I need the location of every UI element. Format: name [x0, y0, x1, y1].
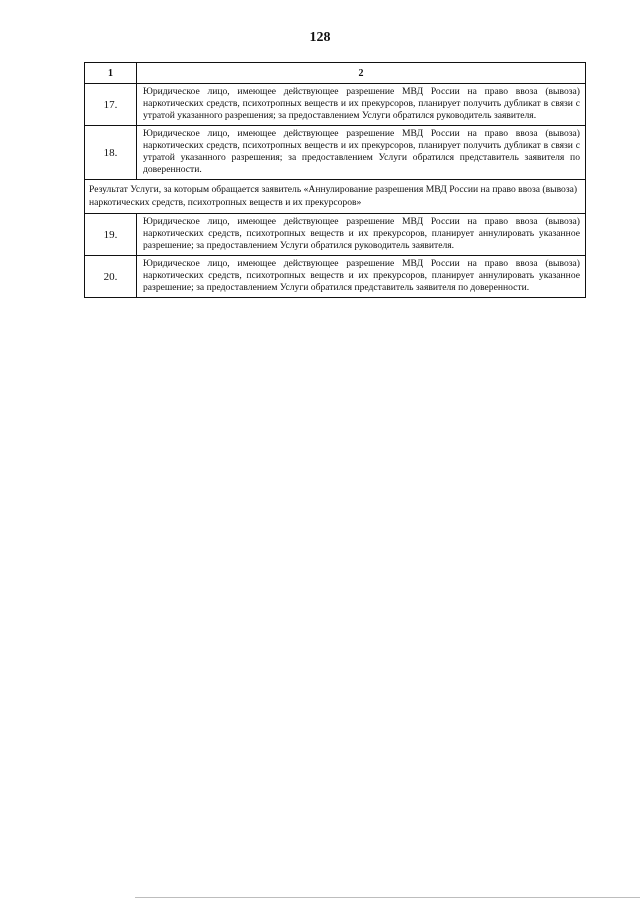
row-description: Юридическое лицо, имеющее действующее разрешение МВД России на право ввоза (вывоза) наркотических средств, психотропных веществ и их прекурсоров, планирует аннулировать указанное разрешение; за предоставлением Услуги обратился руководитель заявителя.	[137, 214, 586, 256]
row-number: 20.	[85, 256, 137, 298]
row-number: 18.	[85, 126, 137, 180]
page-number: 128	[309, 30, 331, 45]
row-number: 19.	[85, 214, 137, 256]
section-heading: Результат Услуги, за которым обращается заявитель «Аннулирование разрешения МВД России на право ввоза (вывоза) наркотических средств, психотропных веществ и их прекурсоров»	[85, 180, 586, 214]
scenarios-table	[84, 62, 586, 298]
row-description: Юридическое лицо, имеющее действующее разрешение МВД России на право ввоза (вывоза) наркотических средств, психотропных веществ и их прекурсоров, планирует аннулировать указанное разрешение; за предоставлением Услуги обратился представитель заявителя по доверенности.	[137, 256, 586, 298]
column-header-2: 2	[137, 63, 586, 84]
table-header-row	[85, 63, 586, 84]
row-description: Юридическое лицо, имеющее действующее разрешение МВД России на право ввоза (вывоза) наркотических средств, психотропных веществ и их прекурсоров, планирует получить дубликат в связи с утратой указанного разрешения; за предоставлением Услуги обратился представитель заявителя по доверенности.	[137, 126, 586, 180]
table-row	[85, 84, 586, 126]
scan-edge-line	[135, 897, 640, 898]
table-row	[85, 126, 586, 180]
table-row	[85, 214, 586, 256]
row-number: 17.	[85, 84, 137, 126]
section-heading-row	[85, 180, 586, 214]
column-header-1: 1	[85, 63, 137, 84]
row-description: Юридическое лицо, имеющее действующее разрешение МВД России на право ввоза (вывоза) наркотических средств, психотропных веществ и их прекурсоров, планирует получить дубликат в связи с утратой указанного разрешения; за предоставлением Услуги обратился руководитель заявителя.	[137, 84, 586, 126]
table-row	[85, 256, 586, 298]
